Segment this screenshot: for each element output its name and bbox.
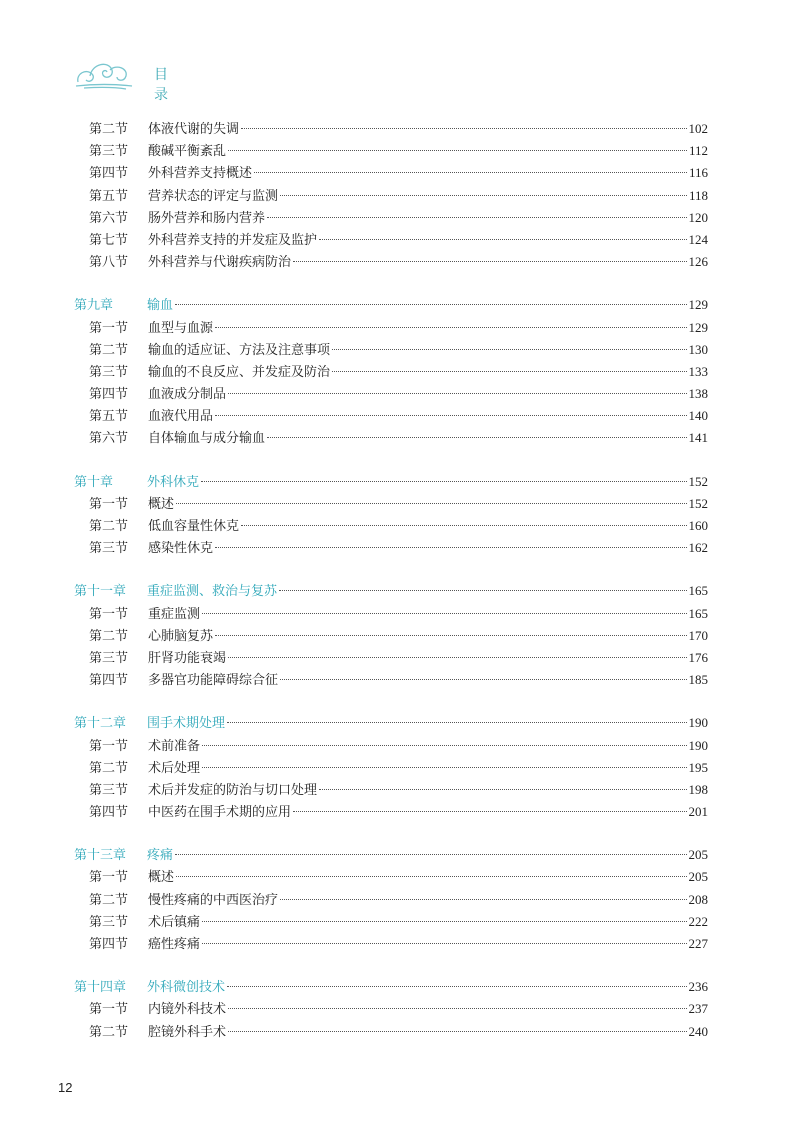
section-page-number: 129 xyxy=(688,319,708,335)
section-number: 第二节 xyxy=(89,122,129,137)
section-title: 概述 xyxy=(148,870,175,886)
chapter-page-number: 236 xyxy=(688,979,708,995)
toc-section-entry[interactable] xyxy=(74,140,708,162)
toc-chapter-block xyxy=(74,118,708,273)
section-number: 第一节 xyxy=(89,738,129,754)
dot-leader xyxy=(176,503,686,504)
section-page-number: 165 xyxy=(688,605,708,621)
chapter-title: 外科休克 xyxy=(147,474,200,490)
chapter-number: 第九章 xyxy=(74,298,114,314)
toc-section-entry[interactable] xyxy=(74,1021,708,1043)
chapter-number: 第十三章 xyxy=(74,848,127,864)
dot-leader xyxy=(176,876,686,877)
section-title: 慢性疼痛的中西医治疗 xyxy=(148,892,279,908)
section-title: 外科营养与代谢疾病防治 xyxy=(148,255,292,271)
section-number: 第五节 xyxy=(89,409,129,425)
toc-section-entry[interactable] xyxy=(74,185,708,207)
section-number: 第一节 xyxy=(89,320,129,336)
section-page-number: 195 xyxy=(688,759,708,775)
dot-leader xyxy=(202,767,686,768)
section-number: 第四节 xyxy=(89,937,129,952)
dot-leader xyxy=(332,371,686,372)
section-number: 第四节 xyxy=(89,387,129,403)
section-title: 术后并发症的防治与切口处理 xyxy=(148,782,318,798)
section-title: 癌性疼痛 xyxy=(148,937,201,952)
section-page-number: 112 xyxy=(688,143,708,159)
toc-chapter-block xyxy=(74,294,708,449)
section-title: 自体输血与成分输血 xyxy=(148,431,266,447)
section-title: 血型与血源 xyxy=(148,320,214,336)
section-page-number: 208 xyxy=(688,891,708,907)
dot-leader xyxy=(319,789,686,790)
toc-chapter-entry[interactable] xyxy=(74,844,708,866)
section-number: 第二节 xyxy=(89,760,129,776)
dot-leader xyxy=(215,415,686,416)
dot-leader xyxy=(280,899,686,900)
dot-leader xyxy=(280,679,686,680)
section-page-number: 205 xyxy=(688,869,708,885)
section-number: 第六节 xyxy=(89,431,129,447)
toc-section-entry[interactable] xyxy=(74,427,708,449)
chapter-number: 第十一章 xyxy=(74,584,127,600)
dot-leader xyxy=(267,437,686,438)
toc-section-entry[interactable] xyxy=(74,515,708,537)
section-number: 第四节 xyxy=(89,673,129,689)
chapter-page-number: 190 xyxy=(688,715,708,731)
section-page-number: 133 xyxy=(688,363,708,379)
section-title: 肠外营养和肠内营养 xyxy=(148,210,266,226)
section-page-number: 190 xyxy=(688,737,708,753)
chapter-page-number: 152 xyxy=(688,473,708,489)
section-number: 第七节 xyxy=(89,232,129,248)
section-title: 肝肾功能衰竭 xyxy=(148,650,227,666)
toc-section-entry[interactable] xyxy=(74,207,708,229)
dot-leader xyxy=(228,1031,686,1032)
section-page-number: 120 xyxy=(688,209,708,225)
toc-chapter-block xyxy=(74,471,708,560)
section-page-number: 162 xyxy=(688,540,708,556)
section-number: 第三节 xyxy=(89,144,129,160)
dot-leader xyxy=(202,943,686,944)
dot-leader xyxy=(175,304,686,305)
section-title: 体液代谢的失调 xyxy=(148,122,240,137)
section-page-number: 176 xyxy=(688,649,708,665)
dot-leader xyxy=(319,239,686,240)
section-title: 中医药在围手术期的应用 xyxy=(148,805,292,821)
dot-leader xyxy=(227,722,686,723)
dot-leader xyxy=(293,811,686,812)
toc-chapter-entry[interactable] xyxy=(74,294,708,316)
toc-section-entry[interactable] xyxy=(74,537,708,559)
toc-chapter-block xyxy=(74,580,708,691)
dot-leader xyxy=(267,217,686,218)
section-number: 第三节 xyxy=(89,650,129,666)
toc-section-entry[interactable] xyxy=(74,317,708,339)
chapter-title: 疼痛 xyxy=(147,848,174,864)
section-page-number: 140 xyxy=(688,408,708,424)
section-number: 第二节 xyxy=(89,1024,129,1040)
section-number: 第四节 xyxy=(89,166,129,182)
section-number: 第三节 xyxy=(89,914,129,930)
section-page-number: 201 xyxy=(688,804,708,820)
dot-leader xyxy=(241,525,686,526)
section-title: 外科营养支持的并发症及监护 xyxy=(148,232,318,248)
toc-section-entry[interactable] xyxy=(74,625,708,647)
section-number: 第三节 xyxy=(89,541,129,557)
section-number: 第二节 xyxy=(89,892,129,908)
toc-section-entry[interactable] xyxy=(74,229,708,251)
toc-section-entry[interactable] xyxy=(74,493,708,515)
dot-leader xyxy=(228,1008,686,1009)
section-title: 重症监测 xyxy=(148,606,201,622)
chapter-page-number: 205 xyxy=(688,847,708,863)
dot-leader xyxy=(228,393,686,394)
table-of-contents xyxy=(74,118,708,1064)
toc-section-entry[interactable] xyxy=(74,361,708,383)
section-page-number: 152 xyxy=(688,495,708,511)
chapter-title: 输血 xyxy=(147,298,174,314)
section-title: 术前准备 xyxy=(148,738,201,754)
chapter-number: 第十四章 xyxy=(74,980,127,996)
section-page-number: 130 xyxy=(688,341,708,357)
section-number: 第一节 xyxy=(89,1002,129,1018)
section-number: 第三节 xyxy=(89,364,129,380)
page-header xyxy=(74,56,234,103)
chapter-title: 重症监测、救治与复苏 xyxy=(147,584,278,600)
section-page-number: 102 xyxy=(688,121,708,136)
section-title: 内镜外科技术 xyxy=(148,1002,227,1018)
section-page-number: 185 xyxy=(688,672,708,688)
chapter-number: 第十章 xyxy=(74,474,114,490)
section-number: 第二节 xyxy=(89,519,129,534)
toc-section-entry[interactable] xyxy=(74,911,708,933)
section-title: 概述 xyxy=(148,496,175,512)
section-title: 心肺脑复苏 xyxy=(148,628,214,644)
toc-chapter-entry[interactable] xyxy=(74,471,708,493)
section-title: 输血的不良反应、并发症及防治 xyxy=(148,364,331,380)
section-page-number: 170 xyxy=(688,627,708,643)
section-title: 营养状态的评定与监测 xyxy=(148,188,279,204)
chapter-page-number: 165 xyxy=(688,583,708,599)
toc-section-entry[interactable] xyxy=(74,779,708,801)
dot-leader xyxy=(228,150,687,151)
section-title: 低血容量性休克 xyxy=(148,519,240,534)
dot-leader xyxy=(241,128,686,129)
toc-section-entry[interactable] xyxy=(74,866,708,888)
toc-section-entry[interactable] xyxy=(74,251,708,273)
section-page-number: 141 xyxy=(688,430,708,446)
toc-chapter-entry[interactable] xyxy=(74,976,708,998)
section-page-number: 126 xyxy=(688,254,708,270)
section-number: 第二节 xyxy=(89,342,129,358)
dot-leader xyxy=(202,745,686,746)
section-number: 第三节 xyxy=(89,782,129,798)
dot-leader xyxy=(215,547,686,548)
toc-chapter-block xyxy=(74,976,708,1043)
toc-section-entry[interactable] xyxy=(74,933,708,955)
section-page-number: 118 xyxy=(688,187,708,203)
section-page-number: 138 xyxy=(688,386,708,402)
section-page-number: 222 xyxy=(688,913,708,929)
dot-leader xyxy=(175,854,686,855)
page-title: 目 录 xyxy=(154,67,186,103)
toc-chapter-block xyxy=(74,844,708,955)
auspicious-cloud-icon xyxy=(74,56,134,90)
chapter-title: 围手术期处理 xyxy=(147,716,226,732)
section-title: 腔镜外科手术 xyxy=(148,1024,227,1040)
dot-leader xyxy=(202,921,686,922)
dot-leader xyxy=(280,195,687,196)
toc-section-entry[interactable] xyxy=(74,405,708,427)
section-page-number: 198 xyxy=(688,781,708,797)
toc-section-entry[interactable] xyxy=(74,603,708,625)
toc-chapter-entry[interactable] xyxy=(74,712,708,734)
chapter-title: 外科微创技术 xyxy=(147,980,226,996)
section-title: 多器官功能障碍综合征 xyxy=(148,673,279,689)
section-title: 感染性休克 xyxy=(148,541,214,557)
section-number: 第六节 xyxy=(89,210,129,226)
dot-leader xyxy=(227,986,686,987)
toc-section-entry[interactable] xyxy=(74,998,708,1020)
section-number: 第二节 xyxy=(89,628,129,644)
section-number: 第一节 xyxy=(89,606,129,622)
dot-leader xyxy=(215,327,686,328)
section-title: 血液成分制品 xyxy=(148,387,227,403)
section-title: 输血的适应证、方法及注意事项 xyxy=(148,342,331,358)
section-title: 术后镇痛 xyxy=(148,914,201,930)
toc-section-entry[interactable] xyxy=(74,735,708,757)
section-title: 术后处理 xyxy=(148,760,201,776)
section-title: 外科营养支持概述 xyxy=(148,166,253,182)
section-number: 第一节 xyxy=(89,870,129,886)
dot-leader xyxy=(215,635,686,636)
section-page-number: 240 xyxy=(688,1023,708,1039)
toc-section-entry[interactable] xyxy=(74,757,708,779)
dot-leader xyxy=(201,481,686,482)
dot-leader xyxy=(254,172,687,173)
dot-leader xyxy=(293,261,686,262)
dot-leader xyxy=(202,613,686,614)
page-number: 12 xyxy=(58,1080,73,1095)
section-title: 血液代用品 xyxy=(148,409,214,425)
toc-section-entry[interactable] xyxy=(74,162,708,184)
section-number: 第一节 xyxy=(89,496,129,512)
toc-section-entry[interactable] xyxy=(74,339,708,361)
toc-section-entry[interactable] xyxy=(74,383,708,405)
section-page-number: 227 xyxy=(688,936,708,951)
section-page-number: 160 xyxy=(688,518,708,533)
toc-section-entry[interactable] xyxy=(74,118,708,140)
dot-leader xyxy=(228,657,686,658)
section-title: 酸碱平衡紊乱 xyxy=(148,144,227,160)
toc-section-entry[interactable] xyxy=(74,669,708,691)
chapter-number: 第十二章 xyxy=(74,716,127,732)
dot-leader xyxy=(332,349,686,350)
section-number: 第四节 xyxy=(89,805,129,821)
toc-chapter-block xyxy=(74,712,708,823)
dot-leader xyxy=(279,590,686,591)
toc-section-entry[interactable] xyxy=(74,889,708,911)
toc-section-entry[interactable] xyxy=(74,647,708,669)
chapter-page-number: 129 xyxy=(688,297,708,313)
toc-section-entry[interactable] xyxy=(74,801,708,823)
section-page-number: 237 xyxy=(688,1001,708,1017)
section-number: 第五节 xyxy=(89,188,129,204)
section-page-number: 124 xyxy=(688,231,708,247)
section-page-number: 116 xyxy=(688,165,708,181)
section-number: 第八节 xyxy=(89,255,129,271)
toc-chapter-entry[interactable] xyxy=(74,580,708,602)
